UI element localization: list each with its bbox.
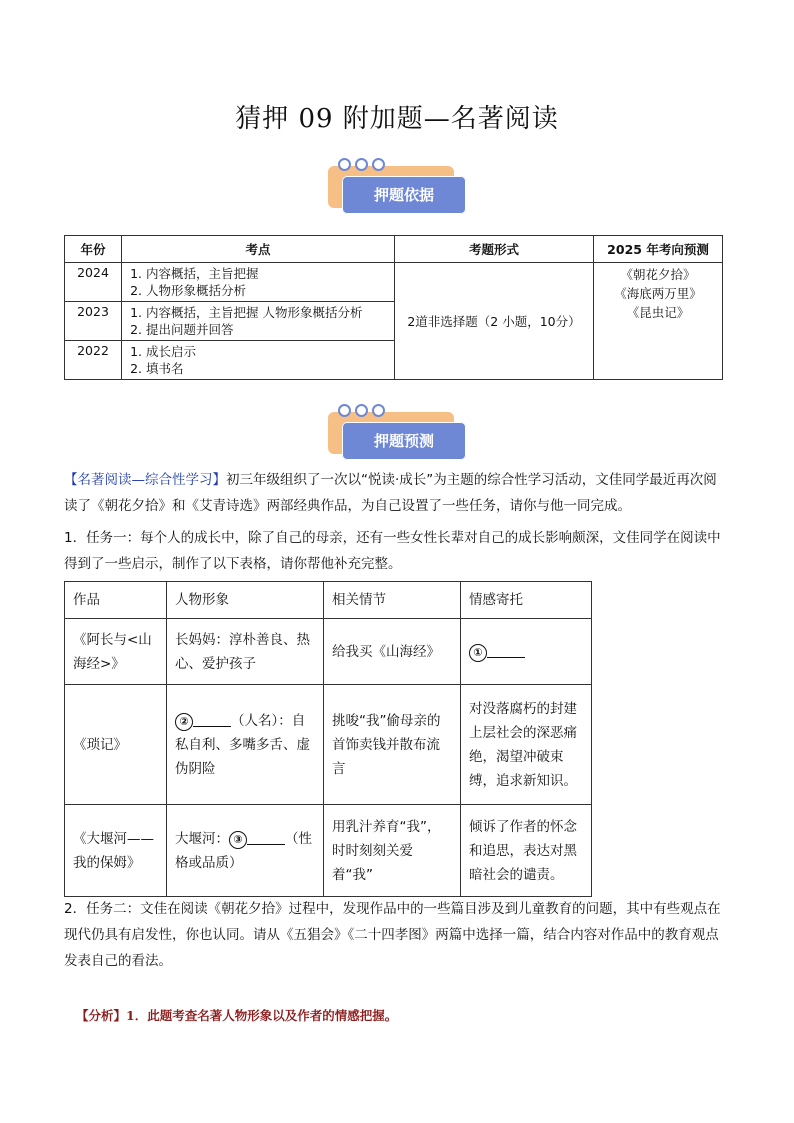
year-cell: 2023 [65, 302, 122, 341]
prediction-cell [594, 263, 723, 380]
answer-blank [193, 712, 231, 727]
header-form: 考题形式 [395, 236, 594, 263]
header-image: 人物形象 [167, 582, 324, 619]
table-row [65, 263, 723, 302]
emotion-cell [461, 619, 592, 685]
intro-text: 初三年级组织了一次以“悦读·成长”为主题的综合性学习活动，文佳同学最近再次阅读了《朝花夕拾》和《艾青诗选》两部经典作品，为自己设置了一些任务，请你与他一同完成。 [64, 472, 717, 514]
list-item: 1. 内容概括，主旨把握 [146, 265, 388, 282]
task1-text: 1．任务一：每个人的成长中，除了自己的母亲，还有一些女性长辈对自己的成长影响颇深，文佳同学在阅读中得到了一些启示，制作了以下表格，请你帮他补充完整。 [64, 530, 721, 572]
header-work: 作品 [65, 582, 167, 619]
prediction-book: 《昆虫记》 [626, 305, 690, 320]
emotion-cell: 对没落腐朽的封建上层社会的深恶痛绝，渴望冲破束缚，追求新知识。 [461, 685, 592, 805]
circled-number: ② [175, 713, 193, 731]
list-item: 2. 人物形象概括分析 [146, 282, 388, 299]
intro-paragraph [64, 467, 728, 519]
rings-decoration-icon [338, 156, 389, 175]
image-cell: 长妈妈：淳朴善良、热心、爱护孩子 [167, 619, 324, 685]
year-cell: 2022 [65, 341, 122, 380]
points-cell [122, 341, 395, 380]
answer-blank [247, 830, 285, 845]
work-cell: 《阿长与<山海经>》 [65, 619, 167, 685]
list-item: 1. 成长启示 [146, 343, 388, 360]
plot-cell: 用乳汁养育“我”，时时刻刻关爱着“我” [324, 805, 461, 897]
points-cell [122, 263, 395, 302]
work-cell: 《大堰河——我的保姆》 [65, 805, 167, 897]
header-points: 考点 [122, 236, 395, 263]
list-item: 2. 填书名 [146, 360, 388, 377]
analysis-note: 【分析】1．此题考查名著人物形象以及作者的情感把握。 [76, 1008, 398, 1023]
table-row [65, 805, 592, 897]
banner-label: 押题依据 [342, 176, 466, 214]
task-table [64, 581, 592, 897]
image-text: （人名）：自私自利、多嘴多舌、虚伪阴险 [175, 712, 310, 777]
header-year: 年份 [65, 236, 122, 263]
plot-cell: 挑唆“我”偷母亲的首饰卖钱并散布流言 [324, 685, 461, 805]
header-emotion: 情感寄托 [461, 582, 592, 619]
prediction-book: 《朝花夕拾》 [620, 267, 696, 282]
circled-number: ③ [229, 831, 247, 849]
form-cell: 2道非选择题（2 小题，10分） [395, 263, 594, 380]
plot-cell: 给我买《山海经》 [324, 619, 461, 685]
header-prediction: 2025 年考向预测 [594, 236, 723, 263]
task2-text: 2．任务二：文佳在阅读《朝花夕拾》过程中，发现作品中的一些篇目涉及到儿童教育的问题，其中有些观点在现代仍具有启发性，你也认同。请从《五猖会》《二十四孝图》两篇中选择一篇，结合内容对作品中的教育观点发表自己的看法。 [64, 901, 721, 969]
list-item: 2. 提出问题并回答 [146, 321, 388, 338]
answer-blank [487, 643, 525, 658]
rings-decoration-icon [338, 402, 389, 421]
prediction-book: 《海底两万里》 [614, 286, 702, 301]
image-text: （性格或品质） [175, 830, 312, 871]
table-row [65, 685, 592, 805]
points-cell [122, 302, 395, 341]
section-banner-basis [328, 156, 468, 218]
header-plot: 相关情节 [324, 582, 461, 619]
emotion-cell: 倾诉了作者的怀念和追思，表达对黑暗社会的谴责。 [461, 805, 592, 897]
banner-label: 押题预测 [342, 422, 466, 460]
page-title: 猜押 09 附加题—名著阅读 [235, 104, 559, 134]
table-row [65, 619, 592, 685]
image-cell [167, 685, 324, 805]
basis-table [64, 235, 723, 380]
list-item: 1. 内容概括，主旨把握 人物形象概括分析 [146, 304, 388, 321]
work-cell: 《琐记》 [65, 685, 167, 805]
circled-number: ① [469, 644, 487, 662]
section-banner-prediction [328, 402, 468, 464]
year-cell: 2024 [65, 263, 122, 302]
image-text: 大堰河： [175, 830, 229, 847]
image-cell [167, 805, 324, 897]
intro-tag: 【名著阅读—综合性学习】 [64, 472, 226, 488]
